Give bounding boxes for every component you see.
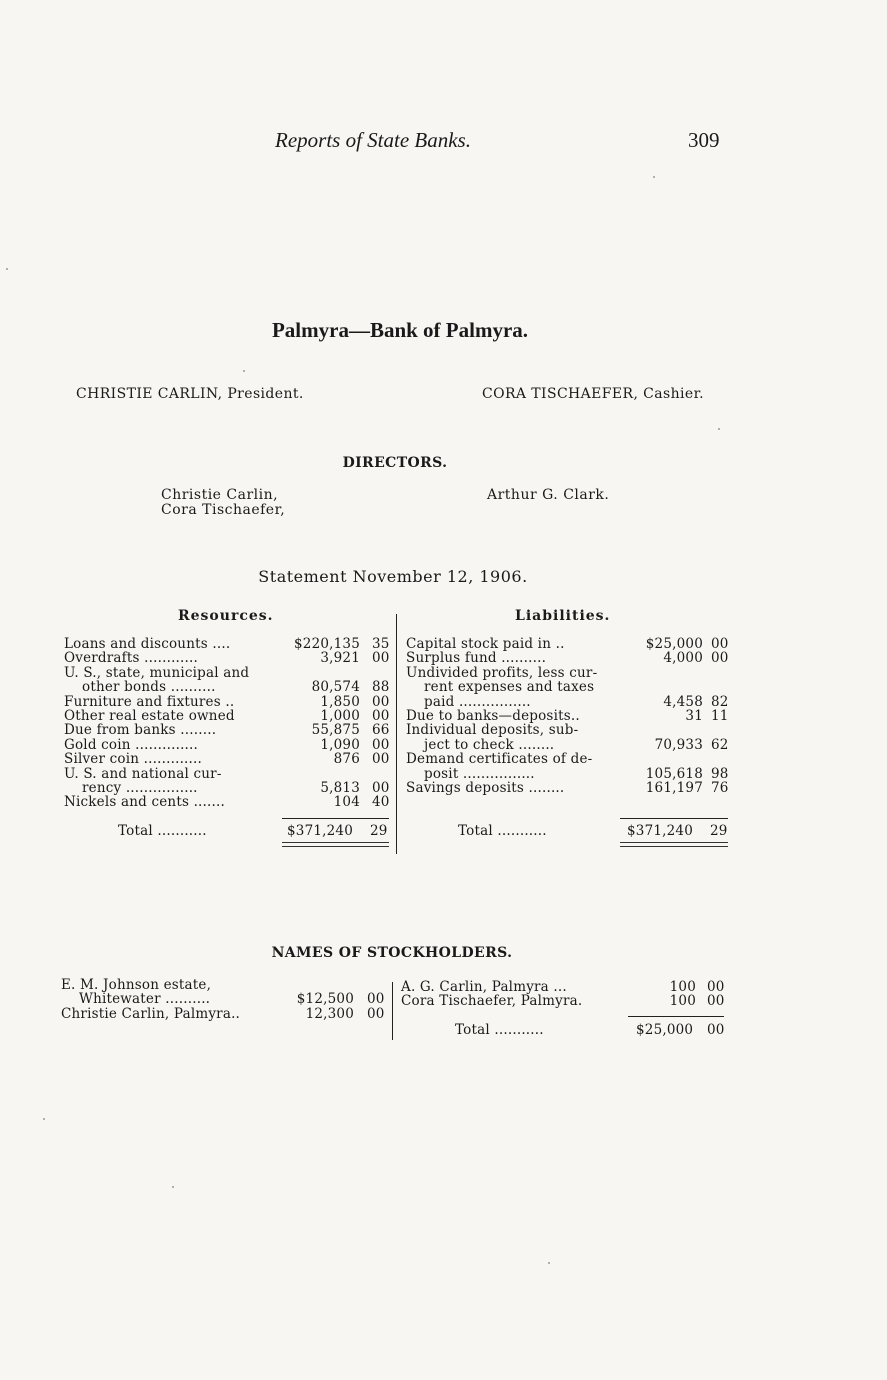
resources-total-cents: 29 xyxy=(370,823,388,839)
statement-title: Statement November 12, 1906. xyxy=(258,567,528,586)
scan-speck xyxy=(653,176,655,178)
row-dollars: 105,618 xyxy=(645,765,703,782)
liabilities-total-cents: 29 xyxy=(710,823,728,839)
row-label: Gold coin .............. xyxy=(64,736,199,753)
ledger-row xyxy=(406,738,732,752)
row-label: Due to banks—deposits.. xyxy=(406,707,580,724)
row-dollars: 100 xyxy=(669,993,696,1010)
ledger-row xyxy=(406,680,732,694)
ledger-row xyxy=(406,666,732,680)
director-name: Cora Tischaefer, xyxy=(161,502,286,518)
row-label: other bonds .......... xyxy=(82,679,216,696)
row-cents: 00 xyxy=(372,707,390,724)
ledger-row xyxy=(406,767,732,781)
cashier-line: CORA TISCHAEFER, Cashier. xyxy=(482,386,705,402)
ledger-row xyxy=(406,695,732,709)
column-divider xyxy=(396,614,397,854)
row-label: ject to check ........ xyxy=(424,736,555,753)
scan-speck xyxy=(43,1118,45,1120)
stockholders-total-rule xyxy=(628,1016,724,1017)
row-dollars: 55,875 xyxy=(311,722,360,739)
row-dollars: 1,090 xyxy=(320,736,360,753)
row-cents: 82 xyxy=(711,693,729,710)
row-cents: 00 xyxy=(372,779,390,796)
row-cents: 00 xyxy=(707,993,725,1010)
scan-speck xyxy=(718,428,720,430)
ledger-row xyxy=(406,723,732,737)
row-dollars: 80,574 xyxy=(311,679,360,696)
row-label: Furniture and fixtures .. xyxy=(64,693,235,710)
directors-heading: DIRECTORS. xyxy=(342,455,448,471)
row-cents: 00 xyxy=(367,991,385,1008)
liabilities-heading: Liabilities. xyxy=(515,608,611,624)
row-dollars: 100 xyxy=(669,979,696,995)
row-cents: 62 xyxy=(711,736,729,753)
ledger-row xyxy=(406,752,732,766)
stockholders-total-label: Total ........... xyxy=(455,1022,544,1038)
row-label: Other real estate owned xyxy=(64,707,235,724)
ledger-row xyxy=(64,781,394,795)
liabilities-total-rule xyxy=(620,818,728,819)
row-dollars: 1,850 xyxy=(320,693,360,710)
ledger-row xyxy=(406,709,732,723)
row-label: Individual deposits, sub- xyxy=(406,722,579,739)
row-cents: 00 xyxy=(372,693,390,710)
row-dollars: $12,500 xyxy=(296,991,354,1008)
ledger-row xyxy=(64,738,394,752)
ledger-row xyxy=(406,781,732,795)
bank-title: Palmyra—Bank of Palmyra. xyxy=(271,318,529,342)
ledger-row xyxy=(64,709,394,723)
scan-speck xyxy=(172,1186,174,1188)
row-dollars: 104 xyxy=(333,794,360,811)
row-cents: 88 xyxy=(372,679,390,696)
ledger-row xyxy=(64,666,394,680)
director-name: Arthur G. Clark. xyxy=(487,487,610,503)
row-dollars: 5,813 xyxy=(320,779,360,796)
row-dollars: 31 xyxy=(685,707,703,724)
row-label: A. G. Carlin, Palmyra ... xyxy=(401,979,567,995)
resources-table xyxy=(64,637,394,810)
resources-total-dollars: $371,240 xyxy=(287,823,354,839)
ledger-row xyxy=(401,980,731,994)
row-dollars: 3,921 xyxy=(320,650,360,667)
row-label: U. S. and national cur- xyxy=(64,765,222,782)
ledger-row xyxy=(64,680,394,694)
liabilities-double-rule xyxy=(620,842,728,847)
row-cents: 00 xyxy=(372,650,390,667)
scan-speck xyxy=(6,268,8,270)
row-cents: 00 xyxy=(372,736,390,753)
row-cents: 76 xyxy=(711,779,729,796)
director-name: Christie Carlin, xyxy=(161,487,279,503)
row-dollars: 4,000 xyxy=(663,650,703,667)
ledger-row xyxy=(64,651,394,665)
ledger-row xyxy=(64,723,394,737)
row-label: rent expenses and taxes xyxy=(424,679,595,696)
scan-speck xyxy=(548,1262,550,1264)
row-label: Whitewater .......... xyxy=(79,991,211,1008)
row-label: Capital stock paid in .. xyxy=(406,636,565,652)
row-label: Undivided profits, less cur- xyxy=(406,664,598,681)
ledger-row xyxy=(406,637,732,651)
president-line: CHRISTIE CARLIN, President. xyxy=(76,386,304,402)
row-dollars: $25,000 xyxy=(645,636,703,652)
stockholders-right-table xyxy=(401,980,731,1009)
ledger-row xyxy=(61,992,391,1006)
row-cents: 00 xyxy=(707,979,725,995)
row-dollars: 876 xyxy=(333,751,360,768)
stockholders-total-cents: 00 xyxy=(707,1022,725,1038)
stockholders-total-dollars: $25,000 xyxy=(636,1022,694,1038)
liabilities-total-dollars: $371,240 xyxy=(627,823,694,839)
stockholders-heading: NAMES OF STOCKHOLDERS. xyxy=(271,945,513,961)
row-cents: 00 xyxy=(367,1005,385,1022)
liabilities-total-label: Total ........... xyxy=(458,823,547,839)
row-label: E. M. Johnson estate, xyxy=(61,977,212,993)
row-dollars: 12,300 xyxy=(305,1005,354,1022)
resources-heading: Resources. xyxy=(178,608,274,624)
stockholders-left-table xyxy=(61,978,391,1021)
row-label: Overdrafts ............ xyxy=(64,650,199,667)
ledger-row xyxy=(64,637,394,651)
ledger-row xyxy=(64,795,394,809)
running-title: Reports of State Banks. xyxy=(275,128,471,152)
row-cents: 35 xyxy=(372,636,390,652)
resources-total-rule xyxy=(282,818,389,819)
ledger-row xyxy=(406,651,732,665)
row-dollars: 161,197 xyxy=(645,779,703,796)
ledger-row xyxy=(61,978,391,992)
row-dollars: 1,000 xyxy=(320,707,360,724)
scan-speck xyxy=(243,370,245,372)
ledger-row xyxy=(64,695,394,709)
row-label: Silver coin ............. xyxy=(64,751,203,768)
row-label: Christie Carlin, Palmyra.. xyxy=(61,1005,241,1022)
stockholders-divider xyxy=(392,982,393,1040)
row-cents: 66 xyxy=(372,722,390,739)
row-label: Loans and discounts .... xyxy=(64,636,231,652)
row-cents: 00 xyxy=(711,650,729,667)
ledger-row xyxy=(401,994,731,1008)
row-cents: 00 xyxy=(711,636,729,652)
row-dollars: 4,458 xyxy=(663,693,703,710)
row-label: U. S., state, municipal and xyxy=(64,664,250,681)
row-cents: 00 xyxy=(372,751,390,768)
resources-total-label: Total ........... xyxy=(118,823,207,839)
row-label: Demand certificates of de- xyxy=(406,751,593,768)
row-label: Cora Tischaefer, Palmyra. xyxy=(401,993,583,1010)
page-number: 309 xyxy=(688,128,720,152)
liabilities-table xyxy=(406,637,732,795)
row-label: paid ................ xyxy=(424,693,531,710)
row-cents: 98 xyxy=(711,765,729,782)
row-label: rency ................ xyxy=(82,779,198,796)
row-label: Surplus fund .......... xyxy=(406,650,547,667)
row-label: Savings deposits ........ xyxy=(406,779,565,796)
row-dollars: $220,135 xyxy=(293,636,360,652)
row-label: Due from banks ........ xyxy=(64,722,217,739)
ledger-row xyxy=(64,752,394,766)
ledger-row xyxy=(61,1007,391,1021)
resources-double-rule xyxy=(282,842,389,847)
ledger-row xyxy=(64,767,394,781)
row-dollars: 70,933 xyxy=(654,736,703,753)
row-label: Nickels and cents ....... xyxy=(64,794,226,811)
row-label: posit ................ xyxy=(424,765,535,782)
row-cents: 40 xyxy=(372,794,390,811)
row-cents: 11 xyxy=(711,707,729,724)
